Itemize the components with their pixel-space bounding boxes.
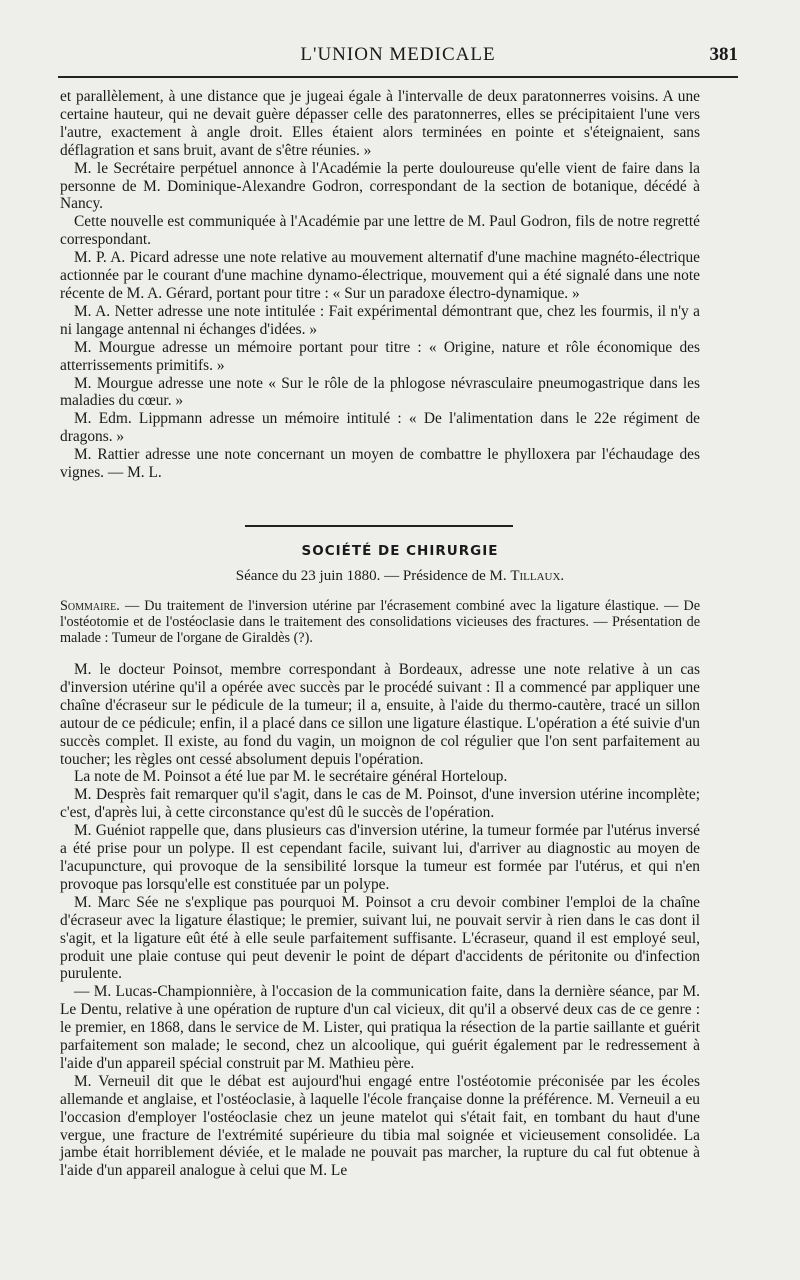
paragraph: M. Verneuil dit que le débat est aujourd'hui engagé entre l'ostéotomie préconisée par les écoles allemande et anglaise, et l'ostéoclasie, à laquelle l'école française donne la préférence. M. Verneuil a eu l'occasion d'employer l'ostéoclasie chez un jeune matelot qui s'était fait, en tombant du haut d'une vergue, une fracture de l'extrémité supérieure du tibia mal soignée et vicieusement consolidée. La jambe était horriblement déviée, et le malade ne pouvait pas marcher, la rupture du cal fut obtenue à l'aide d'un appareil analogue à celui que M. Le — [60, 1072, 700, 1180]
section-title: SOCIÉTÉ DE CHIRURGIE — [301, 543, 499, 559]
paragraph: M. Edm. Lippmann adresse un mémoire intitulé : « De l'alimentation dans le 22e régiment de dragons. » — [60, 410, 700, 446]
paragraph: — M. Lucas-Championnière, à l'occasion de la communication faite, dans la dernière séance, par M. Le Dentu, relative à une opération de rupture d'un cal vicieux, dit qu'il a observé deux cas de ce genre : le premier, en 1868, dans le service de M. Lister, qui pratiqua la résection de la partie saillante et guérit parfaitement son malade; le second, chez un alcoolique, qui guérit également par le redressement à l'aide d'un appareil spécial construit par M. Mathieu père. — [60, 983, 700, 1072]
summary-label: Sommaire. — [60, 598, 120, 614]
paragraph: M. Guéniot rappelle que, dans plusieurs cas d'inversion utérine, la tumeur formée par l'utérus inversé a été prise pour un polype. Il est cependant facile, suivant lui, d'arriver au diagnostic au moyen de l'acupuncture, qui provoque de la sensibilité lorsque la tumeur est formée par l'utérus, et qui n'en provoque pas lorsqu'elle est constituée par un polype. — [60, 822, 700, 893]
paragraph: M. Mourgue adresse un mémoire portant pour titre : « Origine, nature et rôle économique des atterrissements primitifs. » — [60, 338, 700, 374]
summary-text: — Du traitement de l'inversion utérine par l'écrasement combiné avec la ligature élastique. — De l'ostéotomie et de l'ostéoclasie dans le traitement des consolidations vicieuses des fractures. — Présentation de malade : Tumeur de l'organe de Giraldès (?). — [60, 598, 700, 647]
paragraph: Cette nouvelle est communiquée à l'Académie par une lettre de M. Paul Godron, fils de notre regretté correspondant. — [60, 213, 700, 249]
paragraph: M. A. Netter adresse une note intitulée : Fait expérimental démontrant que, chez les fourmis, il n'y a ni langage antennal ni échanges d'idées. » — [60, 302, 700, 338]
page-number: 381 — [709, 44, 738, 65]
header-rule — [58, 76, 738, 78]
section-divider — [245, 525, 513, 527]
bottom-column — [60, 661, 700, 1180]
paragraph: M. Mourgue adresse une note « Sur le rôle de la phlogose névrasculaire pneumogastrique dans les maladies du cœur. » — [60, 374, 700, 410]
page-header — [58, 44, 738, 74]
paragraph: M. le Secrétaire perpétuel annonce à l'Académie la perte douloureuse qu'elle vient de faire dans la personne de M. Dominique-Alexandre Godron, correspondant de la section de botanique, décédé à Nancy. — [60, 159, 700, 213]
paragraph: M. Marc Sée ne s'explique pas pourquoi M. Poinsot a cru devoir combiner l'emploi de la chaîne d'écraseur avec la ligature élastique; le premier, suivant lui, ne pouvait servir à rien dans le cas dont il s'agit, et la ligature eût été à elle seule parfaitement suffisante. L'écraseur, quand il est employé seul, produit une plaie contuse qui peut devenir le point de départ d'accidents de péritonite ou d'infection purulente. — [60, 893, 700, 983]
paragraph: M. le docteur Poinsot, membre correspondant à Bordeaux, adresse une note relative à un cas d'inversion utérine qu'il a opérée avec succès par le procédé suivant : Il a commencé par appliquer une chaîne d'écraseur sur le pédicule de la tumeur; il a, ensuite, à l'aide du thermo-cautère, tracé un sillon autour de ce pédicule; enfin, il a placé dans ce sillon une ligature élastique. L'opération a été suivie d'un succès complet. Il existe, au fond du vagin, un moignon de col régulier que l'on sent parfaitement au toucher; les règles ont cessé absolument depuis l'opération. — [60, 661, 700, 768]
summary-block — [60, 598, 700, 647]
paragraph: M. P. A. Picard adresse une note relative au mouvement alternatif d'une machine magnéto-électrique actionnée par le courant d'une machine dynamo-électrique, mouvement qui a été signalé dans une note récente de M. A. Gérard, portant pour titre : « Sur un paradoxe électro-dynamique. » — [60, 249, 700, 302]
paragraph: M. Rattier adresse une note concernant un moyen de combattre le phylloxera par l'échaudage des vignes. — M. L. — [60, 446, 700, 482]
top-column — [60, 88, 700, 482]
session-line — [0, 568, 800, 585]
paragraph: La note de M. Poinsot a été lue par M. le secrétaire général Horteloup. — [74, 768, 508, 786]
running-title: L'UNION MEDICALE — [300, 44, 496, 65]
paragraph: et parallèlement, à une distance que je jugeai égale à l'intervalle de deux paratonnerres voisins. A une certaine hauteur, qui ne devait guère dépasser celle des paratonnerres, elles se précipitaient l'une vers l'autre, exactement à angle droit. Elles étaient alors terminées en pointe et s'éteignaient, sans déflagration et sans bruit, avant de s'être réunies. » — [60, 88, 700, 159]
session-president: Tillaux. — [510, 568, 565, 584]
summary-paragraph — [60, 598, 700, 647]
session-date: Séance du 23 juin 1880. — Présidence de M. — [235, 568, 511, 584]
paragraph: M. Desprès fait remarquer qu'il s'agit, dans le cas de M. Poinsot, d'une inversion utérine incomplète; c'est, d'après lui, à cette circonstance qu'est dû le succès de l'opération. — [60, 786, 700, 822]
